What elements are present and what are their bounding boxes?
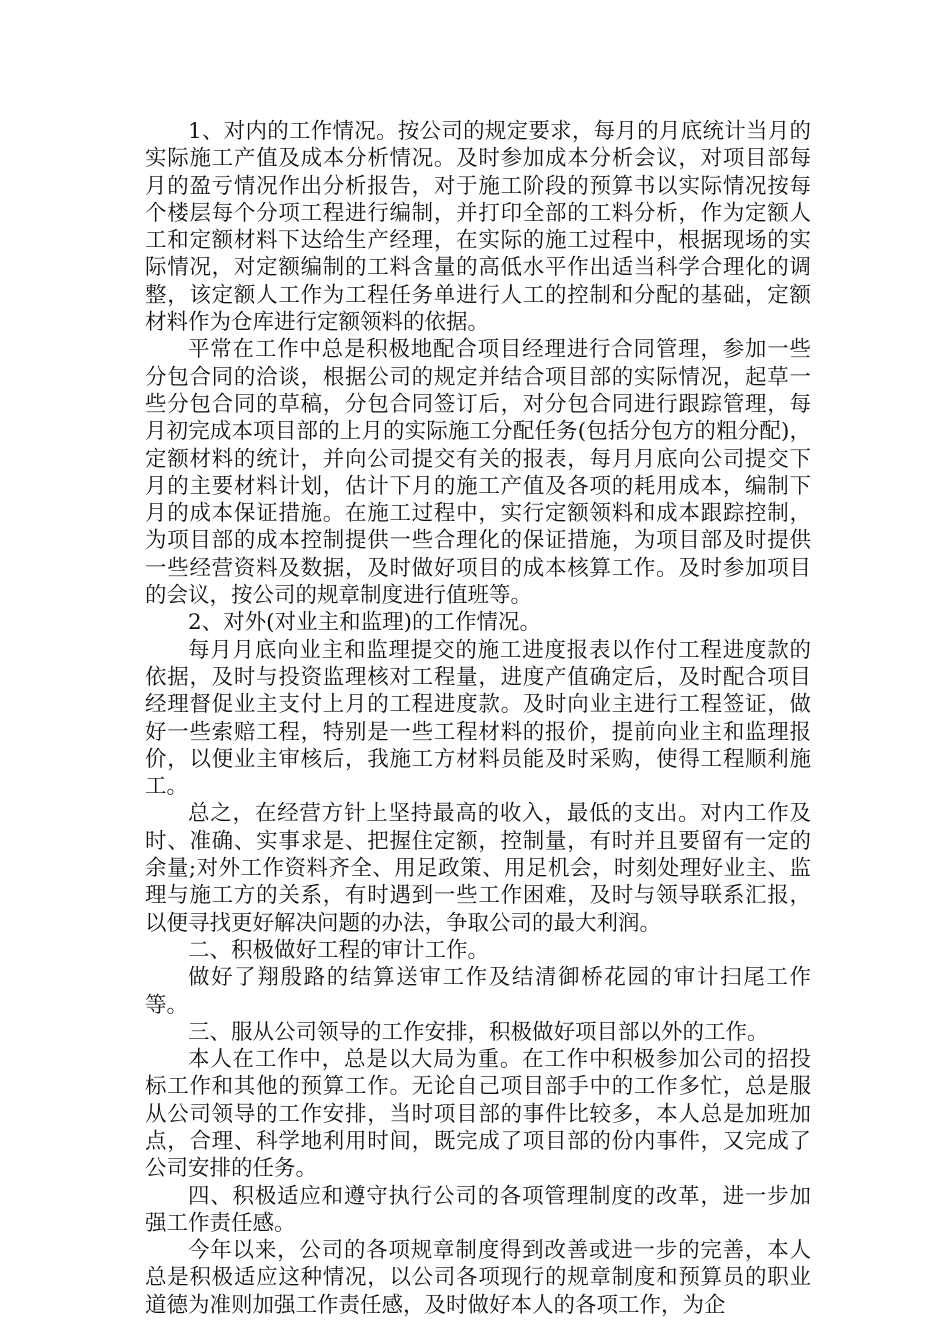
paragraph-contract-management: 平常在工作中总是积极地配合项目经理进行合同管理，参加一些分包合同的洽谈，根据公司的规定并结合项目部的实际情况，起草一些分包合同的草稿，分包合同签订后，对分包合同进行跟踪管理，每月初完成本项目部的上月的实际施工分配任务(包括分包方的粗分配)，定额材料的统计，并向公司提交有关的报表，每月月底向公司提交下月的主要材料计划，估计下月的施工产值及各项的耗用成本，编制下月的成本保证措施。在施工过程中，实行定额领料和成本跟踪控制，为项目部的成本控制提供一些合理化的保证措施，为项目部及时提供一些经营资料及数据，及时做好项目的成本核算工作。及时参加项目的会议，按公司的规章制度进行值班等。 xyxy=(145,337,811,609)
paragraph-internal-work: 1、对内的工作情况。按公司的规定要求，每月的月底统计当月的实际施工产值及成本分析情况。及时参加成本分析会议，对项目部每月的盈亏情况作出分析报告，对于施工阶段的预算书以实际情况按每个楼层每个分项工程进行编制，并打印全部的工料分析，作为定额人工和定额材料下达给生产经理，在实际的施工过程中，根据现场的实际情况，对定额编制的工料含量的高低水平作出适当科学合理化的调整，该定额人工作为工程任务单进行人工的控制和分配的基础，定额材料作为仓库进行定额领料的依据。 xyxy=(145,119,811,336)
document-body xyxy=(145,118,811,1319)
paragraph-summary: 总之，在经营方针上坚持最高的收入，最低的支出。对内工作及时、准确、实事求是、把握住定额，控制量，有时并且要留有一定的余量;对外工作资料齐全、用足政策、用足机会，时刻处理好业主、监理与施工方的关系，有时遇到一些工作困难，及时与领导联系汇报，以便寻找更好解决问题的办法，争取公司的最大利润。 xyxy=(145,801,811,936)
paragraph-audit: 做好了翔殷路的结算送审工作及结清御桥花园的审计扫尾工作等。 xyxy=(145,965,811,1018)
paragraph-overall-situation: 本人在工作中，总是以大局为重。在工作中积极参加公司的招投标工作和其他的预算工作。无论自己项目部手中的工作多忙，总是服从公司领导的工作安排，当时项目部的事件比较多，本人总是加班加点，合理、科学地利用时间，既完成了项目部的份内事件，又完成了公司安排的任务。 xyxy=(145,1047,811,1182)
paragraph-this-year: 今年以来，公司的各项规章制度得到改善或进一步的完善，本人总是积极适应这种情况，以公司各项现行的规章制度和预算员的职业道德为准则加强工作责任感，及时做好本人的各项工作，为企 xyxy=(145,1238,811,1318)
paragraph-progress-reports: 每月月底向业主和监理提交的施工进度报表以作付工程进度款的依据，及时与投资监理核对工程量，进度产值确定后，及时配合项目经理督促业主支付上月的工程进度款。及时向业主进行工程签证，做好一些索赔工程，特别是一些工程材料的报价，提前向业主和监理报价，以便业主审核后，我施工方材料员能及时采购，使得工程顺利施工。 xyxy=(145,637,811,800)
heading-management-reform: 四、积极适应和遵守执行公司的各项管理制度的改革，进一步加强工作责任感。 xyxy=(145,1183,811,1236)
heading-audit-work: 二、积极做好工程的审计工作。 xyxy=(188,937,490,963)
heading-obey-arrangements: 三、服从公司领导的工作安排，积极做好项目部以外的工作。 xyxy=(188,1019,769,1045)
heading-external-work: 2、对外(对业主和监理)的工作情况。 xyxy=(188,610,541,636)
